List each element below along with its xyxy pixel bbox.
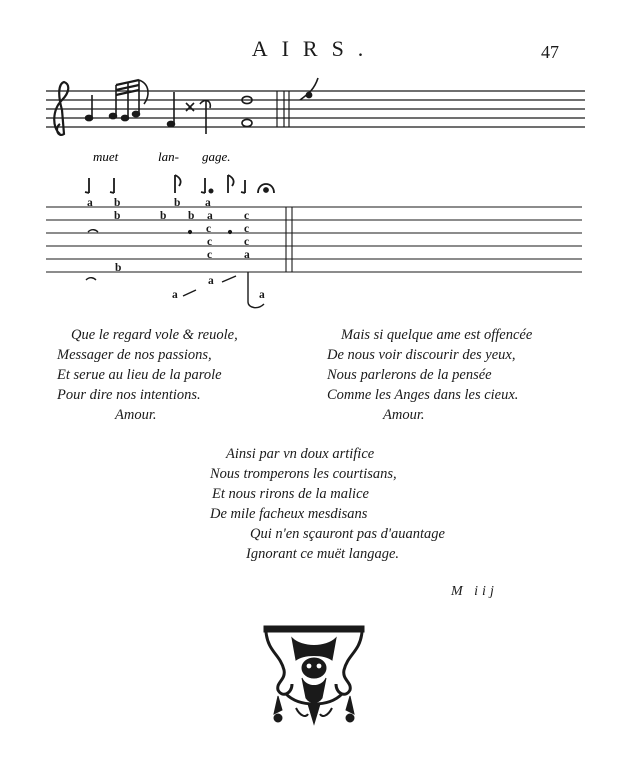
verse-line: Messager de nos passions, [57, 347, 212, 363]
tab-letter: a [205, 197, 211, 209]
tab-letter: c [206, 223, 212, 235]
lyric-syllable: gage. [202, 149, 231, 164]
tab-letter: a [244, 249, 250, 261]
verse-line: Ainsi par vn doux artifice [226, 446, 375, 462]
page-number: 47 [541, 42, 559, 62]
tablature-staff [46, 207, 582, 272]
tablature-letters [87, 197, 265, 301]
lyric-syllable: muet [93, 149, 119, 164]
tab-letter: b [114, 210, 121, 222]
tab-letter: b [160, 210, 167, 222]
verse-line: De nous voir discourir des yeux, [327, 347, 516, 363]
verse-line: Pour dire nos intentions. [57, 387, 201, 403]
verse-refrain: Amour. [115, 407, 157, 423]
tab-letter: a [87, 197, 93, 209]
tab-letter: c [244, 210, 250, 222]
tab-letter: b [174, 197, 181, 209]
tab-letter: a [259, 289, 265, 301]
staff-notes [86, 78, 319, 134]
signature-mark: M iij [451, 584, 498, 599]
tab-letter: b [115, 262, 122, 274]
verse-center [210, 444, 445, 564]
lyric-syllable: lan- [158, 149, 179, 164]
tab-letter: a [208, 275, 214, 287]
music-notation [0, 0, 629, 320]
verse-line: Nous parlerons de la pensée [327, 367, 492, 383]
tab-letter: b [114, 197, 121, 209]
rhythm-flags [85, 175, 274, 193]
verse-right [327, 325, 532, 425]
verse-line: Et nous rirons de la malice [212, 486, 369, 502]
verse-left [57, 325, 238, 425]
running-title: AIRS. [251, 36, 378, 61]
tab-letter: c [244, 223, 250, 235]
ornament-tailpiece-icon [262, 624, 366, 728]
verse-line: De mile facheux mesdisans [210, 506, 368, 522]
tab-letter: c [207, 236, 213, 248]
tab-letter: c [244, 236, 250, 248]
verse-line: Mais si quelque ame est offencée [341, 327, 533, 343]
verse-line: Et serue au lieu de la parole [57, 367, 222, 383]
verse-line: Nous tromperons les courtisans, [210, 466, 397, 482]
verse-line: Comme les Anges dans les cieux. [327, 387, 519, 403]
tab-letter: c [207, 249, 213, 261]
verse-line: Que le regard vole & reuole, [71, 327, 238, 343]
music-staff [46, 91, 585, 127]
tab-letter: b [188, 210, 195, 222]
verse-line: Ignorant ce muët langage. [246, 546, 400, 562]
tab-letter: a [172, 289, 178, 301]
verse-refrain: Amour. [383, 407, 425, 423]
tab-letter: a [207, 210, 213, 222]
verse-line: Qui n'en sçauront pas d'auantage [250, 526, 445, 542]
